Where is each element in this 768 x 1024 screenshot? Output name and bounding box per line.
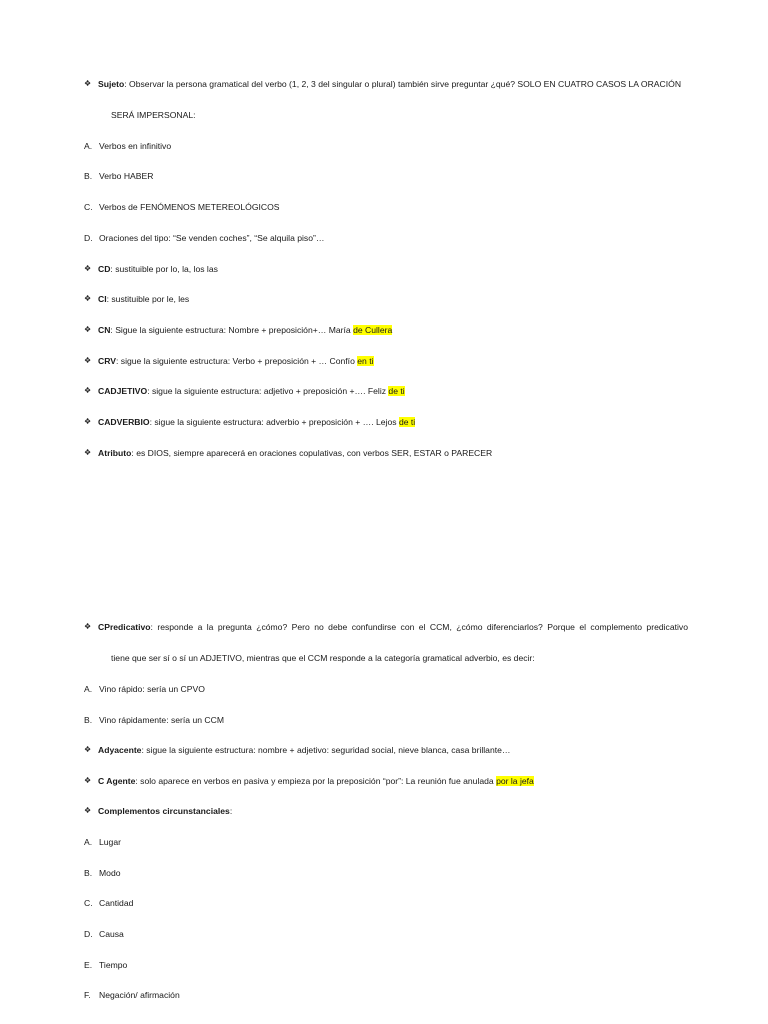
list-text: Causa (99, 929, 124, 939)
term-cadverbio: CADVERBIO (98, 417, 150, 427)
list-letter: F. (84, 990, 91, 1000)
highlight: de ti (398, 417, 416, 427)
list-letter: A. (84, 684, 93, 694)
adyacente-text: : sigue la siguiente estructura: nombre + adjetivo: seguridad social, nieve blanca, casa brillante… (141, 745, 511, 755)
term-circunstanciales: Complementos circunstanciales (98, 806, 230, 816)
bullet-icon: ❖ (84, 806, 92, 815)
list-letter: A. (84, 141, 93, 151)
list-letter: D. (84, 929, 93, 939)
list-text: Lugar (99, 837, 121, 847)
crv-text: : sigue la siguiente estructura: Verbo + preposición + … Confío (116, 356, 358, 366)
term-cd: CD (98, 264, 111, 274)
highlight: de Cullera (353, 325, 393, 335)
atributo-text: : es DIOS, siempre aparecerá en oraciones copulativas, con verbos SER, ESTAR o PARECER (131, 448, 493, 458)
term-atributo: Atributo (98, 448, 132, 458)
cn-text: : Sigue la siguiente estructura: Nombre + preposición+… María (110, 325, 354, 335)
cpredicativo-text: : responde a la pregunta ¿cómo? Pero no debe confundirse con el CCM, ¿cómo diferenciarlos? Porque el complemento predicativo (150, 622, 688, 632)
term-cn: CN (98, 325, 111, 335)
bullet-icon: ❖ (84, 325, 92, 334)
bullet-icon: ❖ (84, 448, 92, 457)
term-cadjetivo: CADJETIVO (98, 386, 148, 396)
bullet-icon: ❖ (84, 417, 92, 426)
list-text: Verbo HABER (99, 171, 154, 181)
term-cpredicativo: CPredicativo (98, 622, 151, 632)
term-adyacente: Adyacente (98, 745, 142, 755)
list-text: Verbos en infinitivo (99, 141, 172, 151)
cd-text: : sustituible por lo, la, los las (110, 264, 218, 274)
list-letter: B. (84, 868, 93, 878)
cadjetivo-text: : sigue la siguiente estructura: adjetivo + preposición +…. Feliz (147, 386, 389, 396)
sujeto-text: : Observar la persona gramatical del verbo (1, 2, 3 del singular o plural) también sirve preguntar ¿qué? SOLO EN CUATRO CASOS LA ORACIÓN (124, 79, 682, 89)
term-crv: CRV (98, 356, 116, 366)
term-ci: CI (98, 294, 107, 304)
list-text: Negación/ afirmación (99, 990, 180, 1000)
list-text: Vino rápidamente: sería un CCM (99, 715, 224, 725)
list-letter: B. (84, 715, 93, 725)
list-letter: D. (84, 233, 93, 243)
sujeto-continuation: SERÁ IMPERSONAL: (111, 110, 196, 120)
bullet-icon: ❖ (84, 745, 92, 754)
list-text: Modo (99, 868, 121, 878)
term-cagente: C Agente (98, 776, 136, 786)
highlight: de ti (388, 386, 405, 396)
cadverbio-text: : sigue la siguiente estructura: adverbio + preposición + …. Lejos (149, 417, 399, 427)
bullet-icon: ❖ (84, 294, 92, 303)
bullet-icon: ❖ (84, 264, 92, 273)
list-letter: C. (84, 202, 93, 212)
list-letter: A. (84, 837, 93, 847)
list-letter: C. (84, 898, 93, 908)
bullet-icon: ❖ (84, 622, 92, 631)
list-text: Cantidad (99, 898, 134, 908)
cagente-text: : solo aparece en verbos en pasiva y empieza por la preposición “por”: La reunión fue anulada (135, 776, 497, 786)
bullet-icon: ❖ (84, 776, 92, 785)
term-sujeto: Sujeto (98, 79, 125, 89)
highlight: en ti (357, 356, 374, 366)
list-text: Tiempo (99, 960, 128, 970)
bullet-icon: ❖ (84, 356, 92, 365)
list-text: Vino rápido: sería un CPVO (99, 684, 205, 694)
list-letter: E. (84, 960, 93, 970)
circunstanciales-text: : (229, 806, 233, 816)
bullet-icon: ❖ (84, 79, 92, 88)
list-text: Oraciones del tipo: “Se venden coches”, “Se alquila piso”… (99, 233, 325, 243)
list-letter: B. (84, 171, 93, 181)
bullet-icon: ❖ (84, 386, 92, 395)
highlight: por la jefa (496, 776, 534, 786)
cpredicativo-continuation: tiene que ser sí o sí un ADJETIVO, mientras que el CCM responde a la categoría gramatical adverbio, es decir: (111, 653, 535, 663)
list-text: Verbos de FENÓMENOS METEREOLÓGICOS (99, 202, 280, 212)
ci-text: : sustituible por le, les (106, 294, 190, 304)
